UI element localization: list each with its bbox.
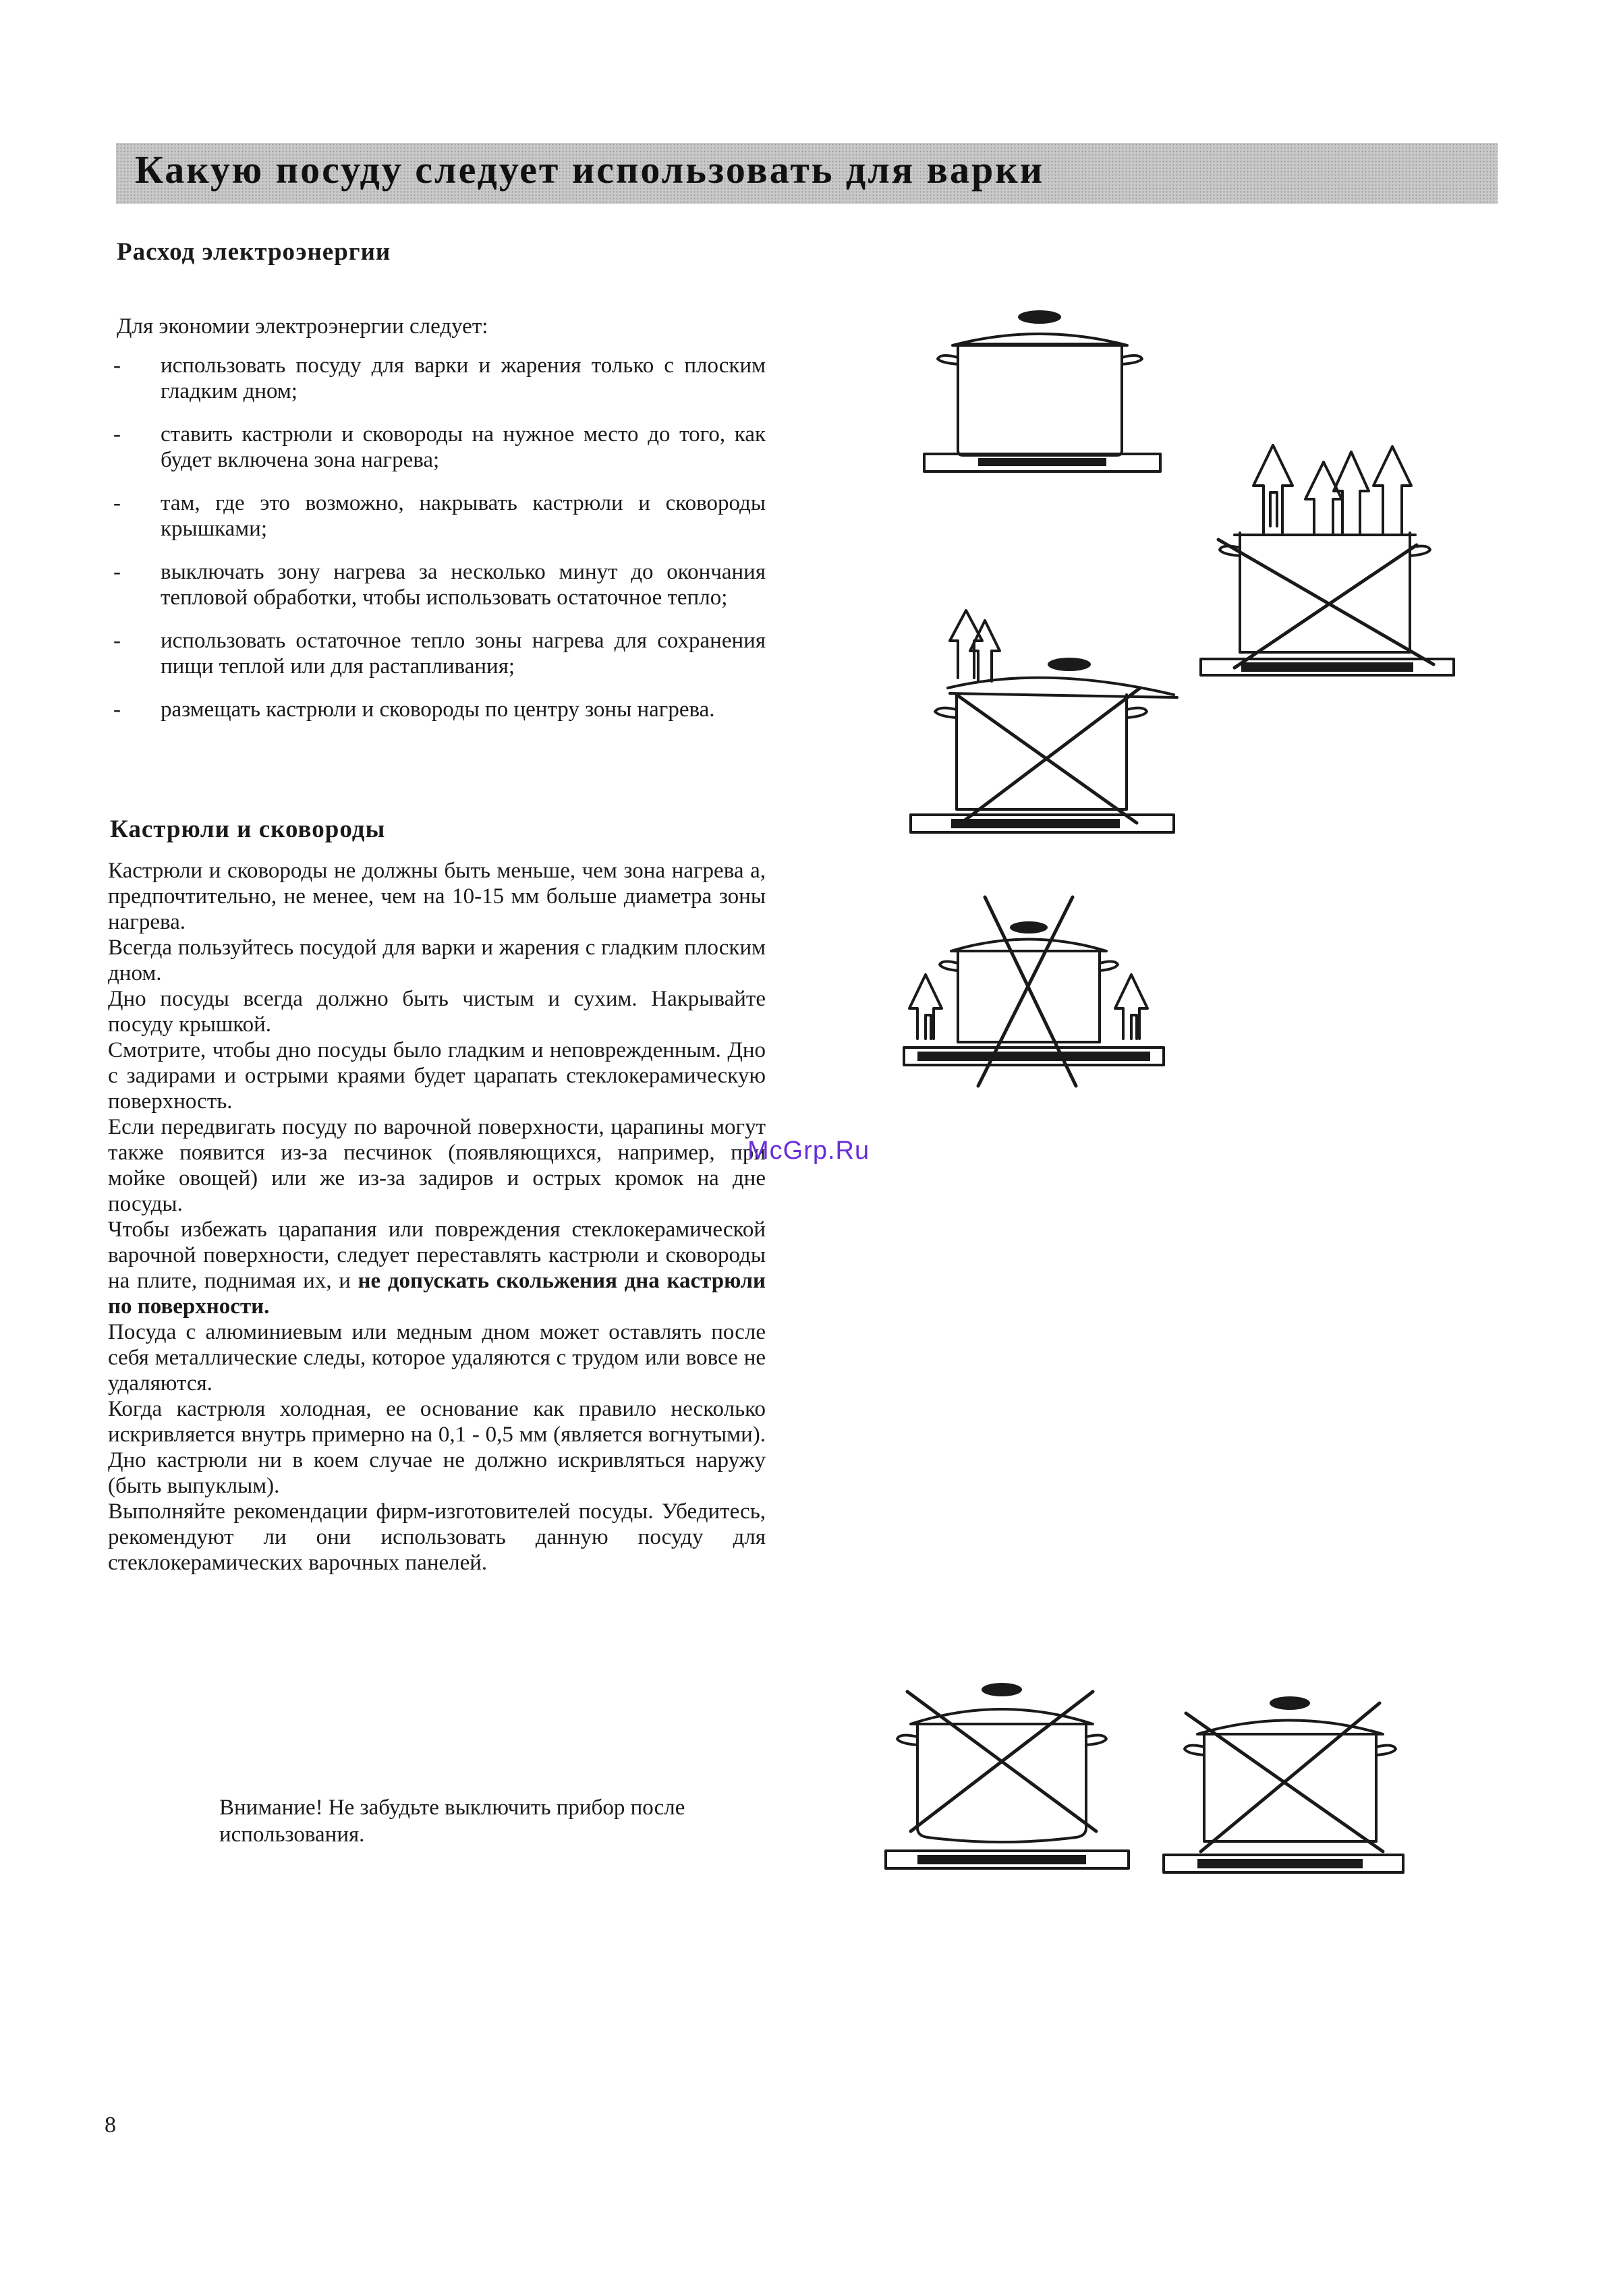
list-item: - использовать остаточное тепло зоны нагрева для сохранения пищи теплой или для растапливания; xyxy=(113,629,766,679)
list-item: - ставить кастрюли и сковороды на нужное место до того, как будет включена зона нагрева; xyxy=(113,422,766,472)
paragraph: Посуда с алюминиевым или медным дном может оставлять после себя металлические следы, которое удаляются с трудом или вовсе не удаляются. xyxy=(108,1320,766,1396)
section-heading-cookware: Кастрюли и сковороды xyxy=(110,815,386,843)
paragraph: Всегда пользуйтесь посудой для варки и жарения с гладким плоским дном. xyxy=(108,936,766,985)
paragraph-scratch: Чтобы избежать царапания или повреждения стеклокерамической варочной поверхности, следует переставлять кастрюли и сковороды на плите, поднимая их, и не допускать скольжения дна кастрюли по поверхности. xyxy=(108,1217,766,1319)
paragraph: Выполняйте рекомендации фирм-изготовителей посуды. Убедитесь, рекомендуют ли они использовать данную посуду для стеклокерамических варочных панелей. xyxy=(108,1499,766,1575)
paragraph: Если передвигать посуду по варочной поверхности, царапины могут также появится из-за песчинок (появляющихся, например, при мойке овощей) или же из-за задиров и острых кромок на дне посуды. xyxy=(108,1115,766,1216)
paragraph: Дно посуды всегда должно быть чистым и сухим. Накрывайте посуду крышкой. xyxy=(108,987,766,1037)
illustration-ill-fitting-lid xyxy=(911,610,1177,832)
paragraph: Кастрюли и сковороды не должны быть меньше, чем зона нагрева а, предпочтительно, не менее, чем на 10-15 мм больше диаметра зоны нагрева. xyxy=(108,859,766,934)
list-item: - использовать посуду для варки и жарения только с плоским гладким дном; xyxy=(113,353,766,403)
paragraph: Смотрите, чтобы дно посуды было гладким и неповрежденным. Дно с задирами и острыми краями будет царапать стеклокерамическую поверхность. xyxy=(108,1038,766,1114)
illustration-no-lid xyxy=(1201,445,1454,675)
page-number: 8 xyxy=(105,2113,116,2137)
illustration-warped-base-right xyxy=(1164,1696,1403,1872)
illustration-pot-too-small xyxy=(904,897,1164,1086)
attention-note: Внимание! Не забудьте выключить прибор после использования. xyxy=(219,1796,685,1847)
energy-intro: Для экономии электроэнергии следует: xyxy=(117,314,488,339)
list-item: - там, где это возможно, накрывать кастрюли и сковороды крышками; xyxy=(113,491,766,541)
paragraph: Когда кастрюля холодная, ее основание как правило несколько искривляется внутрь примерно на 0,1 - 0,5 мм (является вогнутыми). Дно кастрюли ни в коем случае не должно искривляться наружу (быть выпуклым). xyxy=(108,1397,766,1498)
illustration-warped-base-left xyxy=(886,1683,1129,1868)
section-heading-energy: Расход электроэнергии xyxy=(117,238,391,266)
watermark: McGrp.Ru xyxy=(747,1137,870,1165)
page-title: Какую посуду следует использовать для варки xyxy=(135,148,1045,192)
scratch-warning: не допускать скольжения дна кастрюли по поверхности. xyxy=(108,1269,766,1319)
list-item: - выключать зону нагрева за несколько минут до окончания тепловой обработки, чтобы использовать остаточное тепло; xyxy=(113,560,766,610)
list-item: - размещать кастрюли и сковороды по центру зоны нагрева. xyxy=(113,697,715,722)
illustration-correct-pot xyxy=(924,310,1160,471)
